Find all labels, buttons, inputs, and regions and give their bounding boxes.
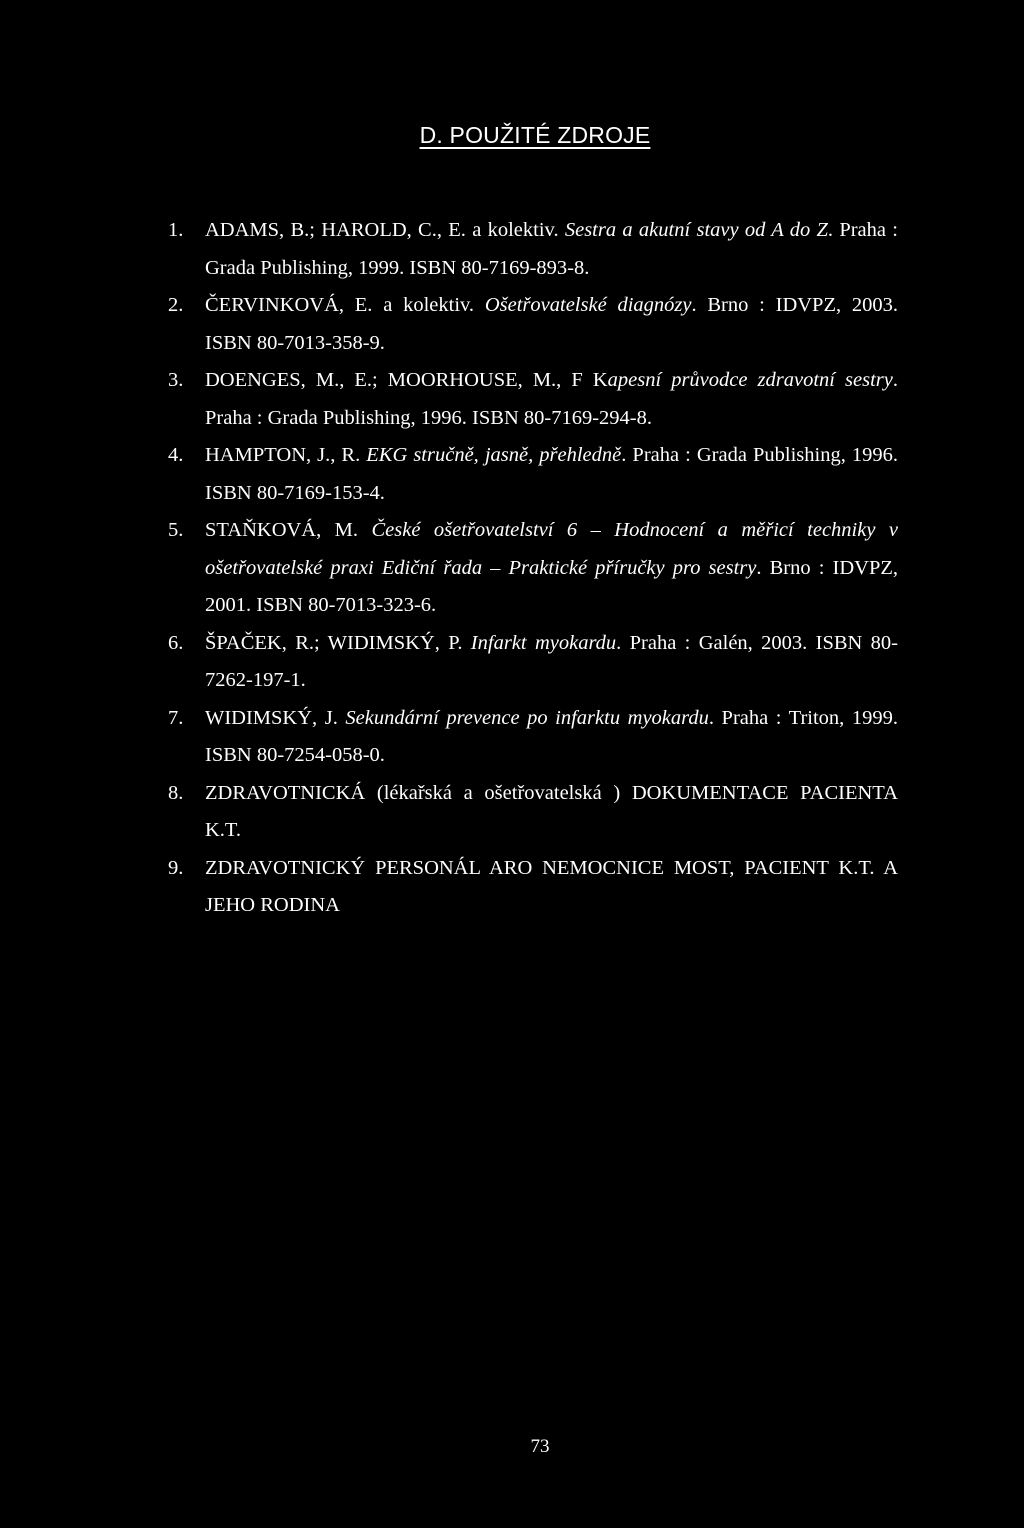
reference-item-2	[168, 287, 898, 362]
reference-item-5	[168, 512, 898, 625]
reference-number: 8.	[168, 781, 184, 804]
reference-title: Infarkt myokardu	[470, 631, 617, 654]
reference-title: apesní průvodce zdravotní sestry	[607, 369, 893, 391]
reference-item-1	[168, 212, 898, 287]
reference-text: ZDRAVOTNICKÝ PERSONÁL ARO NEMOCNICE MOST, PACIENT K.T. A JEHO RODINA	[205, 856, 898, 916]
reference-number: 3.	[168, 369, 184, 391]
reference-authors: ŠPAČEK, R.; WIDIMSKÝ, P.	[205, 631, 471, 654]
reference-item-8	[168, 775, 898, 850]
reference-authors: ADAMS, B.; HAROLD, C., E. a kolektiv.	[205, 219, 565, 241]
reference-authors: WIDIMSKÝ, J.	[205, 706, 346, 729]
reference-authors: DOENGES, M., E.; MOORHOUSE, M., F K	[205, 369, 608, 391]
reference-item-7	[168, 700, 898, 775]
reference-number: 7.	[168, 706, 184, 729]
reference-item-3	[168, 362, 898, 437]
reference-publication: . Praha : Galén, 2003. ISBN 80-7262-197-1.	[205, 631, 898, 691]
reference-number: 1.	[168, 219, 184, 241]
reference-title: Ošetřovatelské diagnózy	[484, 294, 692, 316]
reference-number: 6.	[168, 631, 184, 654]
reference-number: 4.	[168, 444, 184, 466]
reference-title: Sekundární prevence po infarktu myokardu	[345, 706, 709, 729]
reference-text: ZDRAVOTNICKÁ (lékařská a ošetřovatelská ) DOKUMENTACE PACIENTA K.T.	[205, 781, 898, 841]
reference-authors: ČERVINKOVÁ, E. a kolektiv.	[205, 294, 485, 316]
page-number: 73	[530, 1436, 550, 1457]
reference-publication: . Praha : Grada Publishing, 1996. ISBN 80-7169-153-4.	[205, 444, 898, 504]
page-title: D. POUŽITÉ ZDROJE	[419, 122, 651, 148]
reference-title: EKG stručně, jasně, přehledně	[366, 444, 622, 466]
reference-title: Sestra a akutní stavy od A do Z	[564, 219, 828, 241]
reference-authors: HAMPTON, J., R.	[205, 444, 367, 466]
reference-publication: . Brno : IDVPZ, 2001. ISBN 80-7013-323-6.	[205, 556, 898, 616]
reference-publication: . Praha : Grada Publishing, 1999. ISBN 80-7169-893-8.	[205, 219, 898, 279]
reference-list	[168, 212, 898, 925]
reference-number: 2.	[168, 294, 184, 316]
reference-number: 9.	[168, 856, 184, 879]
reference-item-4	[168, 437, 898, 512]
reference-item-6	[168, 625, 898, 700]
reference-item-9	[168, 850, 898, 925]
reference-number: 5.	[168, 519, 184, 541]
reference-authors: STAŇKOVÁ, M.	[205, 519, 372, 541]
reference-title: České ošetřovatelství 6 – Hodnocení a měřicí techniky v ošetřovatelské praxi Ediční řada – Praktické příručky pro sestry	[205, 519, 898, 579]
reference-publication: . Praha : Triton, 1999. ISBN 80-7254-058-0.	[205, 706, 898, 766]
reference-publication: . Praha : Grada Publishing, 1996. ISBN 80-7169-294-8.	[205, 369, 898, 429]
reference-publication: . Brno : IDVPZ, 2003. ISBN 80-7013-358-9.	[205, 294, 899, 354]
